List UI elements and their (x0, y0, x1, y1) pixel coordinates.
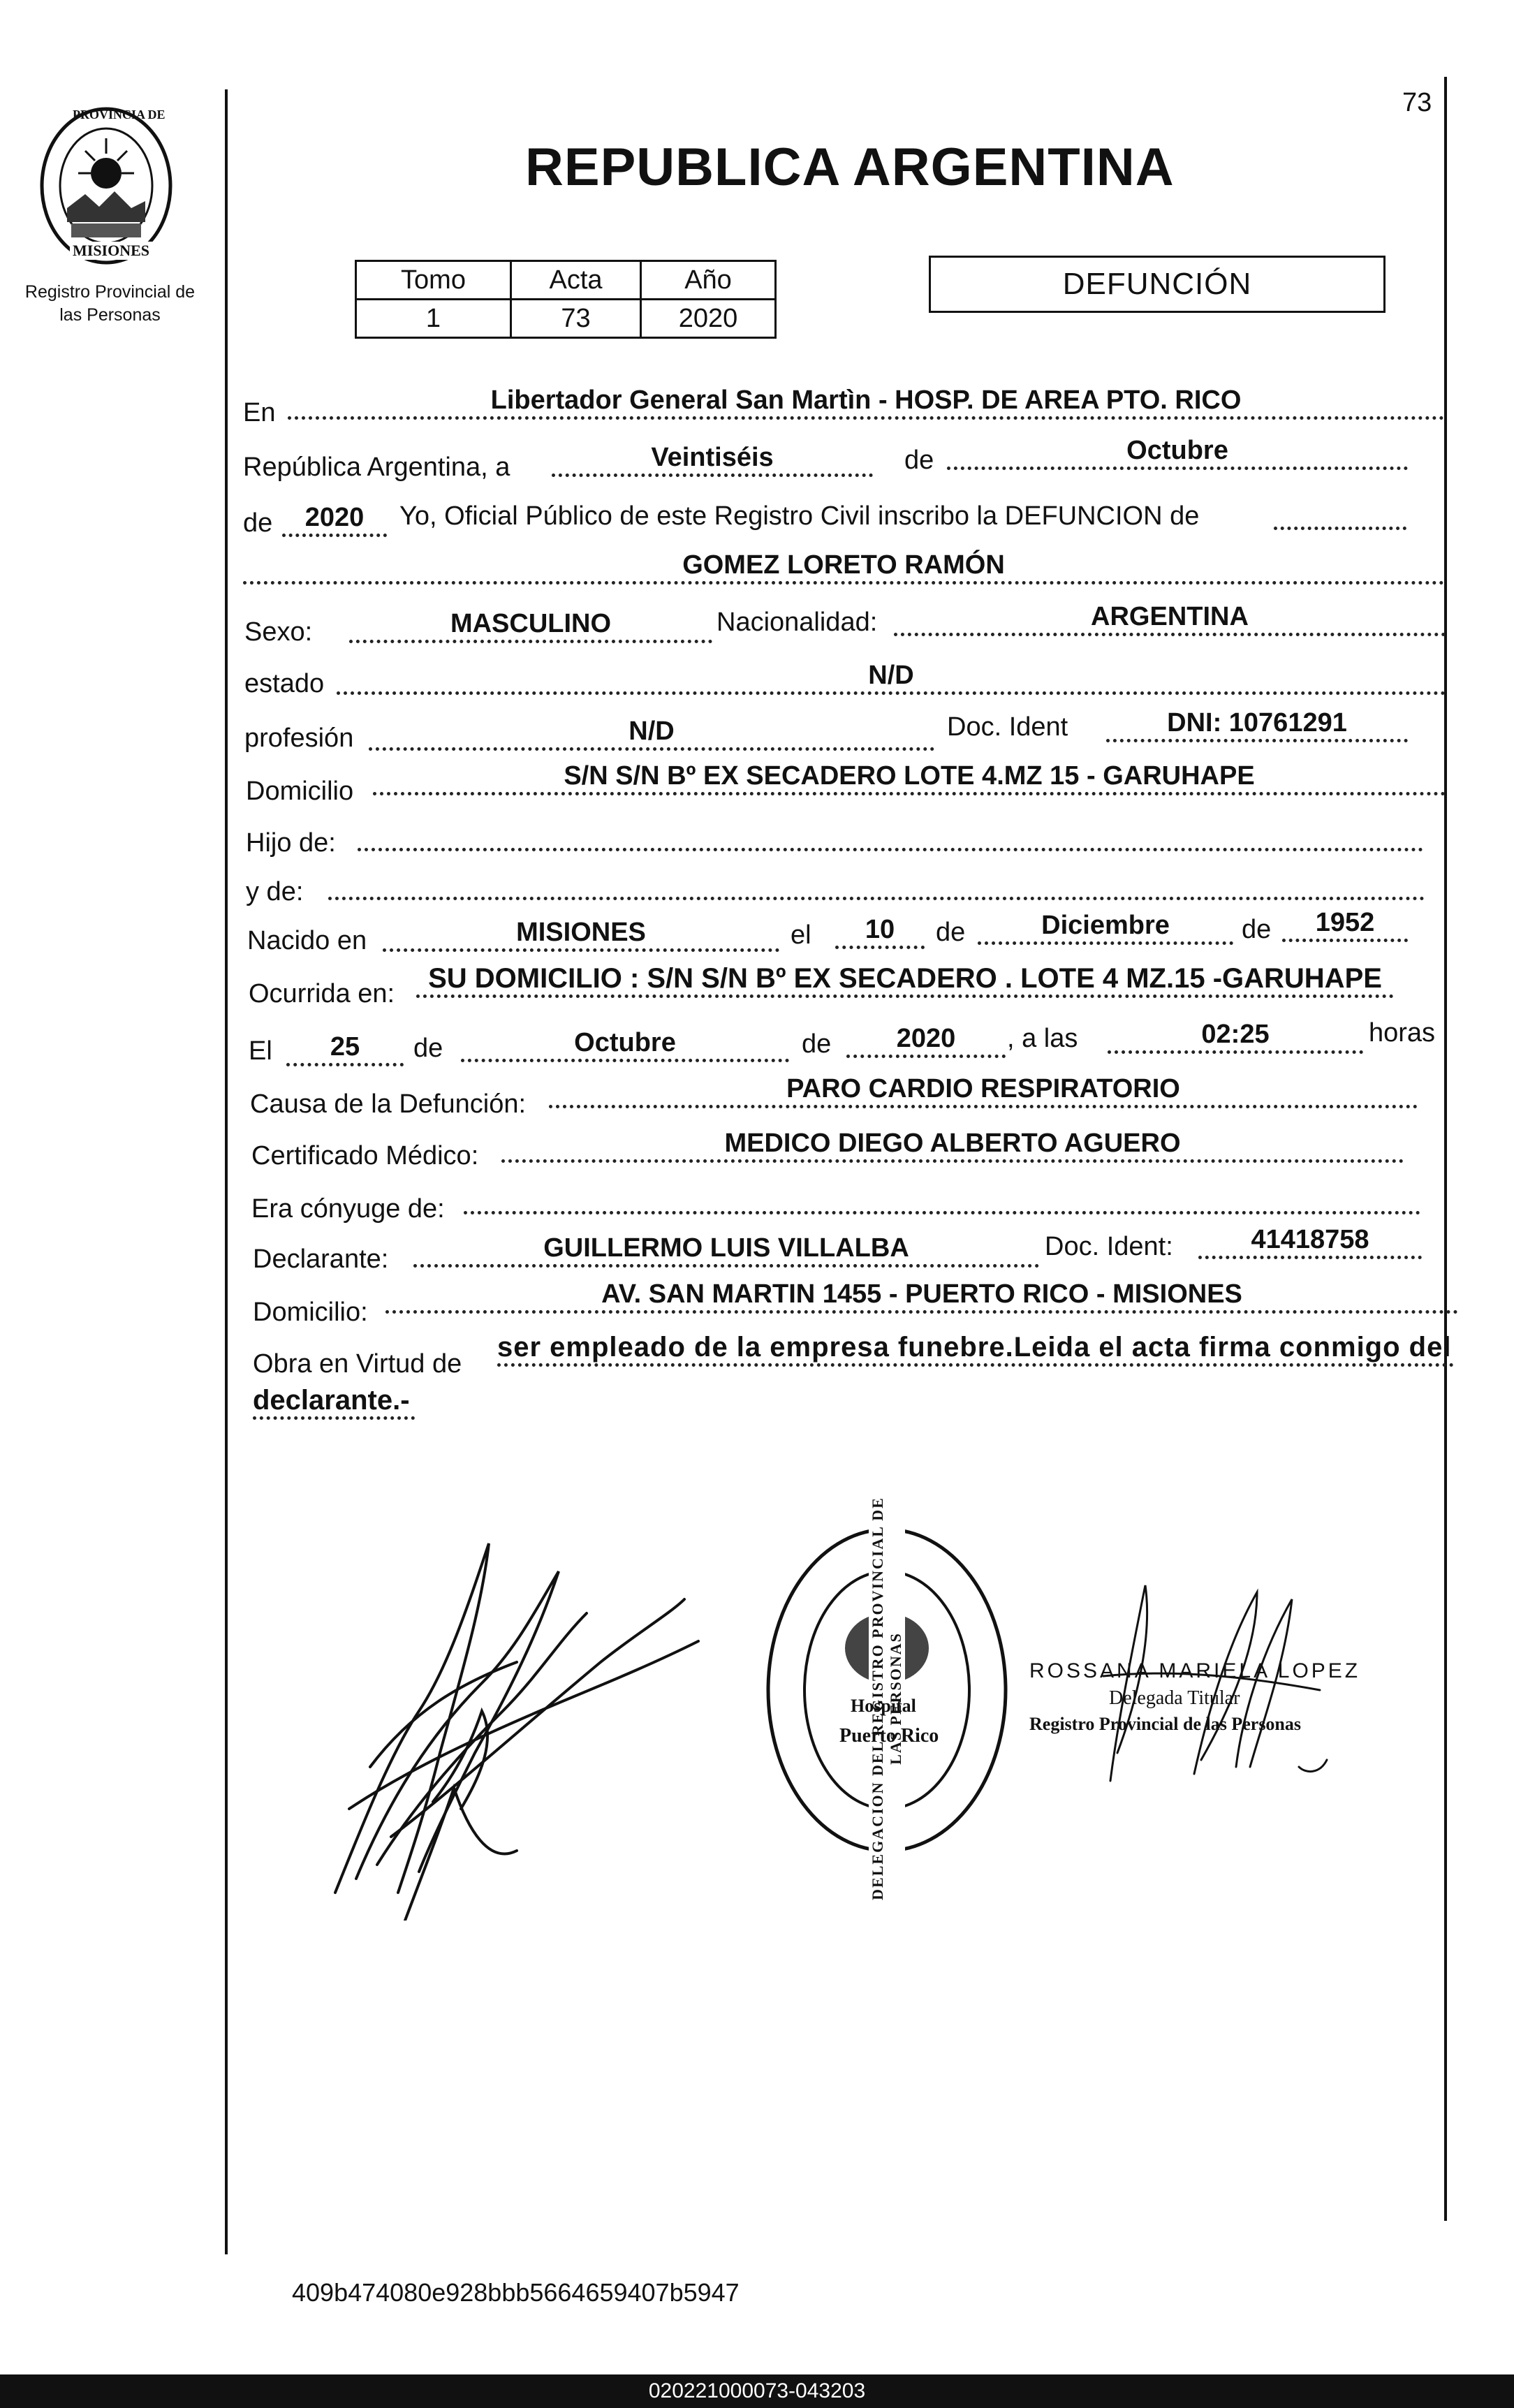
field-nombre: GOMEZ LORETO RAMÓN (243, 549, 1444, 585)
seal-text-top: PROVINCIA DE (73, 108, 166, 122)
label-a-las: , a las (1007, 1024, 1078, 1053)
field-documento: DNI: 10761291 (1106, 707, 1408, 742)
field-fallecido-mes: Octubre (461, 1027, 789, 1062)
province-seal (36, 103, 176, 268)
field-fallecido-dia: 25 (286, 1031, 404, 1066)
registry-value-tomo: 1 (356, 300, 511, 338)
field-ocurrida-en: SU DOMICILIO : S/N S/N Bº EX SECADERO . LOTE 4 MZ.15 -GARUHAPE (416, 962, 1394, 998)
label-nacido-en: Nacido en (247, 926, 367, 955)
field-nacido-dia: 10 (835, 913, 925, 949)
label-republica: República Argentina, a (243, 453, 510, 482)
field-blank-after-oficial (1274, 494, 1406, 530)
label-profesion: profesión (244, 724, 354, 753)
registry-header-tomo: Tomo (356, 261, 511, 300)
seal-text-bottom: MISIONES (70, 242, 152, 260)
label-doc-ident: Doc. Ident (947, 712, 1068, 742)
footer-code: 020221000073-043203 (648, 2379, 866, 2402)
registry-value-acta: 73 (511, 300, 641, 338)
signature-name: ROSSANA MARIELA LOPEZ (1029, 1659, 1361, 1682)
right-margin-line (1444, 77, 1447, 2221)
page-number: 73 (1402, 88, 1432, 117)
seal-caption-line1: Registro Provincial de (24, 282, 196, 302)
label-nacido-de-2: de (1242, 915, 1272, 944)
page-title: REPUBLICA ARGENTINA (525, 138, 1175, 197)
declarant-signature-icon (307, 1502, 712, 1921)
stamp-ring-text: DELEGACION DEL REGISTRO PROVINCIAL DE LAS PERSONAS (869, 1482, 905, 1915)
left-margin-line (225, 89, 228, 2254)
label-sexo: Sexo: (244, 617, 313, 647)
field-fallecido-anio: 2020 (846, 1022, 1006, 1058)
registry-header-anio: Año (641, 261, 776, 300)
label-horas: horas (1369, 1018, 1436, 1048)
label-fallecido-de-1: de (413, 1034, 443, 1063)
field-certificado: MEDICO DIEGO ALBERTO AGUERO (501, 1127, 1404, 1163)
label-y-de: y de: (246, 877, 304, 906)
label-declarante: Declarante: (253, 1245, 389, 1274)
label-certificado: Certificado Médico: (251, 1141, 479, 1170)
signature-office: Registro Provincial de las Personas (1029, 1714, 1302, 1734)
label-de-1: de (904, 446, 934, 475)
signature-role: Delegada Titular (1109, 1687, 1240, 1709)
label-nacido-de-1: de (936, 918, 966, 947)
registry-header-acta: Acta (511, 261, 641, 300)
seal-caption-line2: las Personas (59, 305, 161, 325)
field-profesion: N/D (369, 715, 934, 751)
field-conyuge (464, 1179, 1420, 1214)
field-fallecido-hora: 02:25 (1108, 1018, 1363, 1054)
field-anio: 2020 (282, 501, 387, 537)
label-conyuge: Era cónyuge de: (251, 1194, 445, 1224)
field-sexo: MASCULINO (349, 608, 712, 643)
field-lugar: Libertador General San Martìn - HOSP. DE AREA PTO. RICO (288, 384, 1444, 420)
label-fallecido-de-2: de (802, 1029, 832, 1059)
label-estado: estado (244, 669, 325, 698)
label-de-2: de (243, 508, 273, 538)
field-nacionalidad: ARGENTINA (894, 601, 1446, 636)
stamp-inner-top: Hospital (851, 1696, 916, 1716)
field-dia-texto: Veintiséis (552, 441, 873, 477)
official-stamp (761, 1497, 1013, 1900)
field-estado: N/D (337, 659, 1446, 695)
label-causa: Causa de la Defunción: (250, 1089, 527, 1119)
declarant-signature (307, 1502, 712, 1921)
label-hijo-de: Hijo de: (246, 828, 336, 858)
label-domicilio: Domicilio (246, 777, 354, 806)
field-hijo-de (358, 816, 1423, 851)
label-el-cap: El (249, 1036, 272, 1066)
seal-caption (7, 281, 213, 327)
field-obra-texto-2: declarante.- (253, 1384, 415, 1420)
registry-table (355, 260, 777, 339)
field-obra-texto: ser empleado de la empresa funebre.Leida el acta firma conmigo del (497, 1331, 1454, 1367)
field-declarante-domicilio: AV. SAN MARTIN 1455 - PUERTO RICO - MISIONES (385, 1278, 1458, 1314)
label-ocurrida-en: Ocurrida en: (249, 979, 395, 1008)
field-nacido-anio: 1952 (1282, 906, 1408, 942)
label-en: En (243, 398, 276, 427)
field-causa: PARO CARDIO RESPIRATORIO (549, 1073, 1418, 1108)
label-nacido-el: el (791, 920, 811, 950)
field-nacido-mes: Diciembre (978, 909, 1233, 945)
record-type-box: DEFUNCIÓN (929, 256, 1386, 313)
stamp-inner-bottom: Puerto Rico (839, 1725, 939, 1747)
document-hash: 409b474080e928bbb5664659407b5947 (292, 2278, 740, 2307)
label-declarante-domicilio: Domicilio: (253, 1298, 368, 1327)
field-nacido-en: MISIONES (383, 916, 779, 952)
footer-code-bar (0, 2374, 1514, 2408)
label-yo-oficial: Yo, Oficial Público de este Registro Civil inscribo la DEFUNCION de (399, 501, 1200, 531)
field-domicilio: S/N S/N Bº EX SECADERO LOTE 4.MZ 15 - GARUHAPE (373, 760, 1446, 795)
label-obra: Obra en Virtud de (253, 1349, 462, 1379)
field-mes-texto: Octubre (947, 434, 1408, 470)
label-declarante-doc: Doc. Ident: (1045, 1232, 1173, 1261)
label-nacionalidad: Nacionalidad: (716, 608, 878, 637)
official-signature-text (1029, 1659, 1392, 1735)
registry-value-anio: 2020 (641, 300, 776, 338)
field-declarante-doc: 41418758 (1198, 1224, 1422, 1259)
field-declarante: GUILLERMO LUIS VILLALBA (413, 1232, 1039, 1268)
field-y-de (328, 865, 1425, 900)
